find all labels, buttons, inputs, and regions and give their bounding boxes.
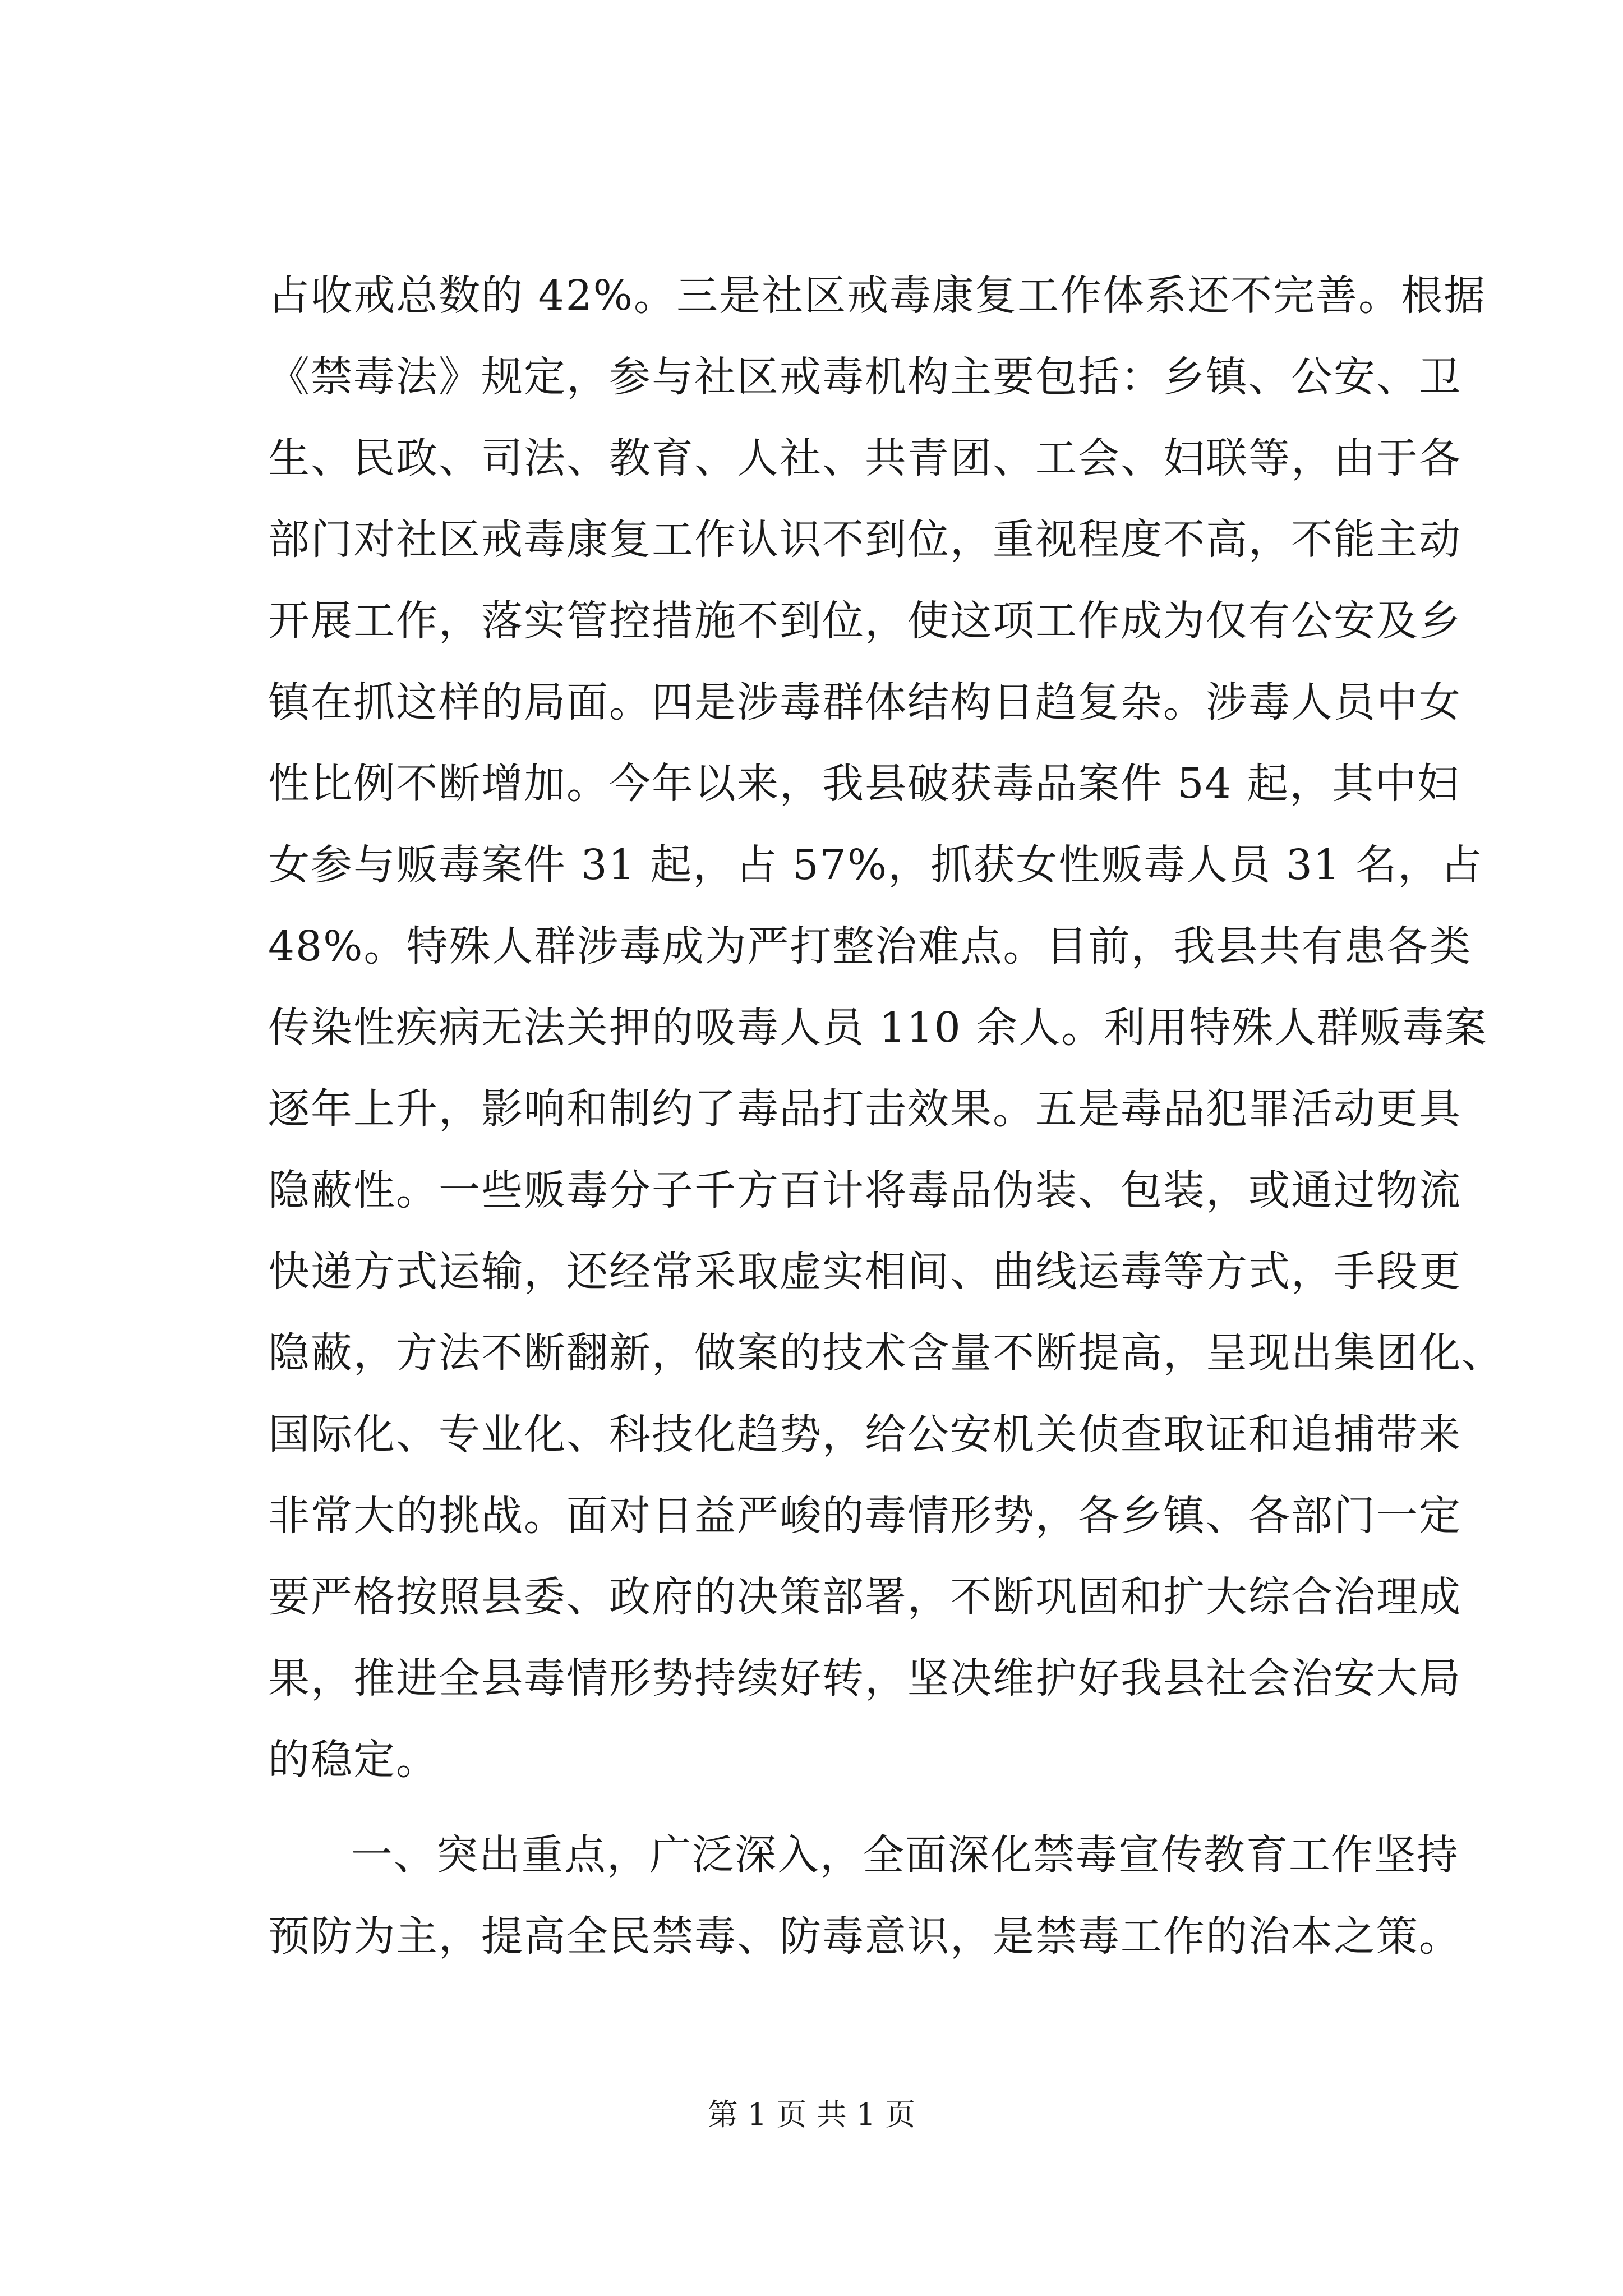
text-line: 非常大的挑战。面对日益严峻的毒情形势，各乡镇、各部门一定 bbox=[268, 1492, 1461, 1540]
page-footer: 第 1 页 共 1 页 bbox=[707, 2097, 916, 2132]
text-line: 快递方式运输，还经常采取虚实相间、曲线运毒等方式，手段更 bbox=[268, 1248, 1461, 1296]
text-line: 48%。特殊人群涉毒成为严打整治难点。目前，我县共有患各类 bbox=[268, 922, 1472, 970]
text-line: 《禁毒法》规定，参与社区戒毒机构主要包括：乡镇、公安、卫 bbox=[268, 353, 1461, 401]
document-body bbox=[268, 255, 1504, 1977]
text-line: 传染性疾病无法关押的吸毒人员 110 余人。利用特殊人群贩毒案 bbox=[268, 1004, 1488, 1052]
heading-line: 一、突出重点，广泛深入，全面深化禁毒宣传教育工作坚持 bbox=[351, 1831, 1459, 1879]
text-line: 逐年上升，影响和制约了毒品打击效果。五是毒品犯罪活动更具 bbox=[268, 1085, 1461, 1133]
text-line: 果，推进全县毒情形势持续好转，坚决维护好我县社会治安大局 bbox=[268, 1654, 1461, 1703]
text-line: 生、民政、司法、教育、人社、共青团、工会、妇联等，由于各 bbox=[268, 434, 1461, 482]
text-line: 预防为主，提高全民禁毒、防毒意识，是禁毒工作的治本之策。 bbox=[268, 1912, 1461, 1961]
text-line: 隐蔽，方法不断翻新，做案的技术含量不断提高，呈现出集团化、 bbox=[268, 1329, 1504, 1377]
text-line: 占收戒总数的 42%。三是社区戒毒康复工作体系还不完善。根据 bbox=[268, 272, 1486, 320]
text-line: 要严格按照县委、政府的决策部署，不断巩固和扩大综合治理成 bbox=[268, 1573, 1461, 1621]
text-line: 性比例不断增加。今年以来，我县破获毒品案件 54 起，其中妇 bbox=[268, 760, 1460, 808]
text-line: 镇在抓这样的局面。四是涉毒群体结构日趋复杂。涉毒人员中女 bbox=[268, 678, 1461, 726]
text-line: 女参与贩毒案件 31 起，占 57%，抓获女性贩毒人员 31 名，占 bbox=[268, 841, 1483, 889]
text-line: 部门对社区戒毒康复工作认识不到位，重视程度不高，不能主动 bbox=[268, 516, 1461, 564]
text-line: 隐蔽性。一些贩毒分子千方百计将毒品伪装、包装，或通过物流 bbox=[268, 1166, 1461, 1214]
text-line: 的稳定。 bbox=[268, 1736, 439, 1784]
paragraph-gap bbox=[268, 1801, 1423, 1815]
text-line: 开展工作，落实管控措施不到位，使这项工作成为仅有公安及乡 bbox=[268, 597, 1461, 645]
text-line: 国际化、专业化、科技化趋势，给公安机关侦查取证和追捕带来 bbox=[268, 1410, 1461, 1458]
